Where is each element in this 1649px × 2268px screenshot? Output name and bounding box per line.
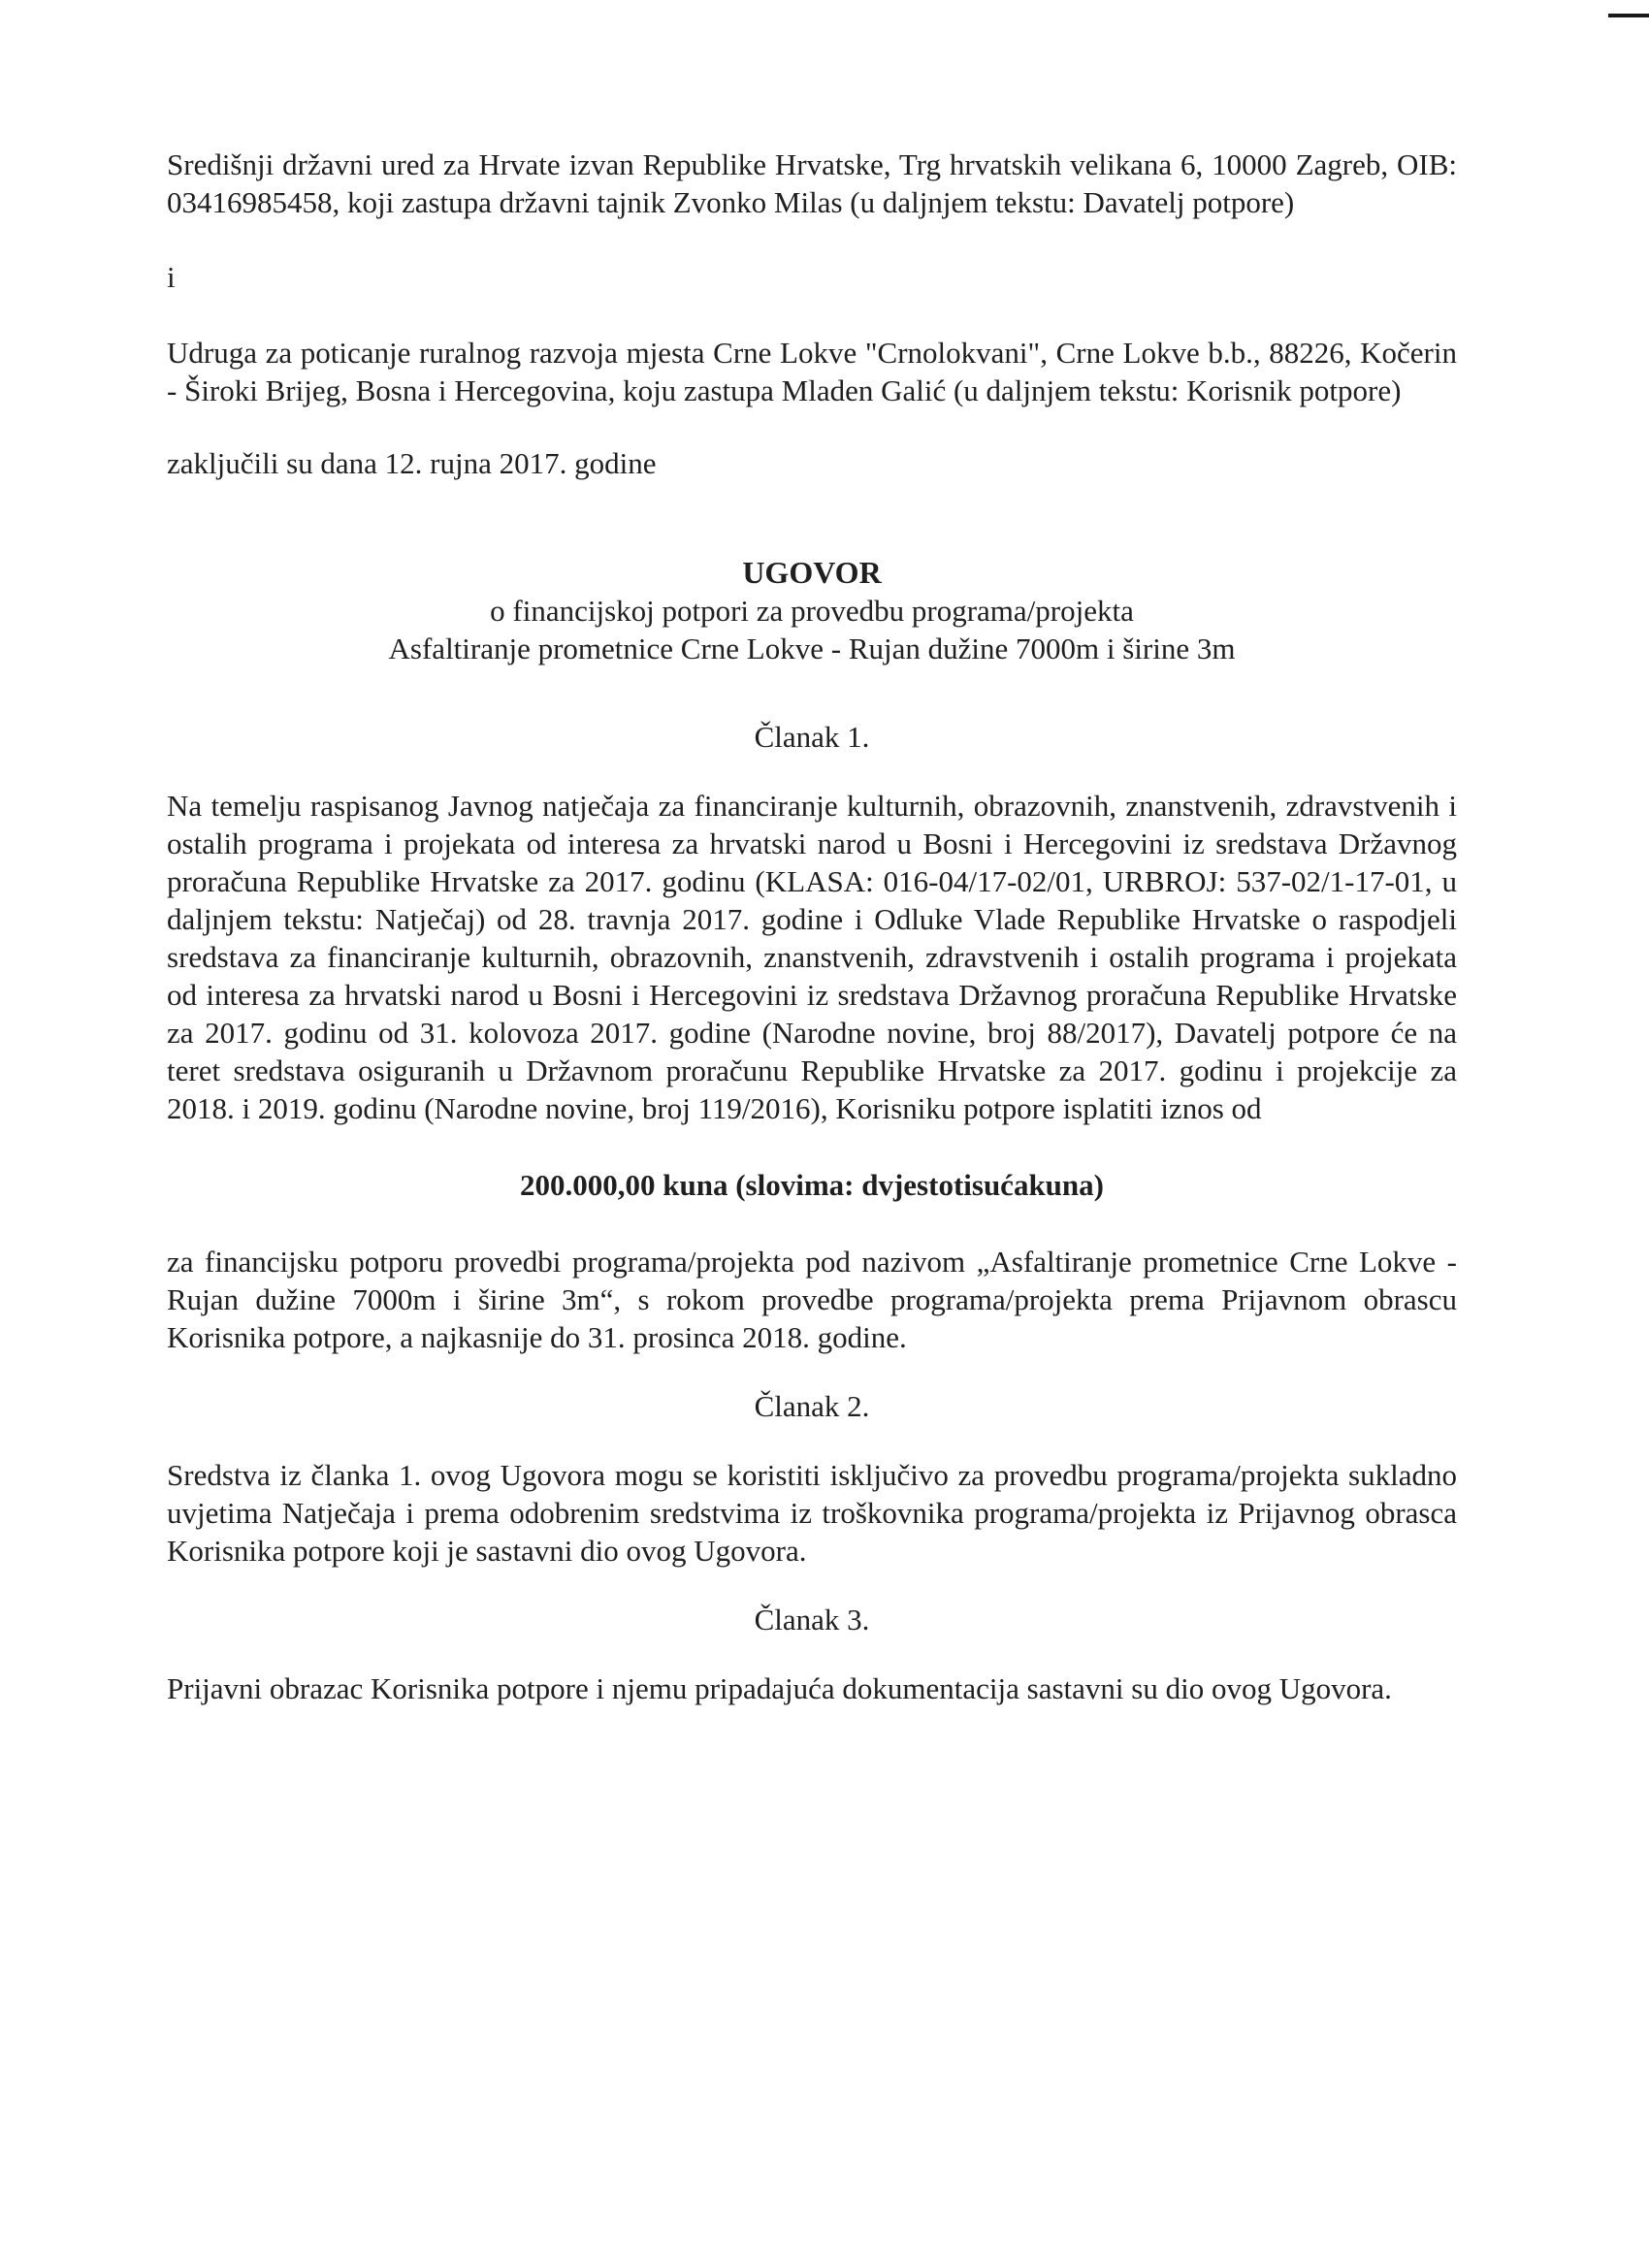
article-3-heading: Članak 3. (754, 1603, 870, 1636)
grant-amount: 200.000,00 kuna (slovima: dvjestotisućakuna) (520, 1168, 1104, 1202)
party-conjunction: i (167, 260, 176, 294)
article-1-body-continued: za financijsku potporu provedbi programa/projekta pod nazivom „Asfaltiranje prometnice Crne Lokve - Rujan dužine 7000m i širine 3m“, s rokom provedbe programa/projekta prema Prijavnom obrascu Korisnika potpore, a najkasnije do 31. prosinca 2018. godine. (167, 1245, 1457, 1354)
contract-title: UGOVOR (742, 555, 882, 590)
contract-subtitle: o financijskoj potpori za provedbu programa/projekta (490, 594, 1134, 628)
article-2-heading: Članak 2. (754, 1389, 870, 1423)
article-1-body: Na temelju raspisanog Javnog natječaja za financiranje kulturnih, obrazovnih, znanstvenih, zdravstvenih i ostalih programa i projekata od interesa za hrvatski narod u Bosni i Hercegovini iz sredstava Državnog proračuna Republike Hrvatske za 2017. godinu (KLASA: 016-04/17-02/01, URBROJ: 537-02/1-17-01, u daljnjem tekstu: Natječaj) od 28. travnja 2017. godine i Odluke Vlade Republike Hrvatske o raspodjeli sredstava za financiranje kulturnih, obrazovnih, znanstvenih, zdravstvenih i ostalih programa i projekata od interesa za hrvatski narod u Bosni i Hercegovini iz sredstava Državnog proračuna Republike Hrvatske za 2017. godinu od 31. kolovoza 2017. godine (Narodne novine, broj 88/2017), Davatelj potpore će na teret sredstava osiguranih u Državnom proračunu Republike Hrvatske za 2017. godinu i projekcije za 2018. i 2019. godinu (Narodne novine, broj 119/2016), Korisniku potpore isplatiti iznos od (167, 789, 1457, 1125)
document-body (167, 146, 1457, 1707)
article-3-body: Prijavni obrazac Korisnika potpore i njemu pripadajuća dokumentacija sastavni su dio ovog Ugovora. (167, 1671, 1392, 1705)
article-1-heading: Članak 1. (754, 720, 870, 754)
scan-edge-mark (1608, 14, 1649, 17)
concluded-date-line: zaključili su dana 12. rujna 2017. godine (167, 446, 657, 480)
article-2-body: Sredstva iz članka 1. ovog Ugovora mogu se koristiti isključivo za provedbu programa/projekta sukladno uvjetima Natječaja i prema odobrenim sredstvima iz troškovnika programa/projekta iz Prijavnog obrasca Korisnika potpore koji je sastavni dio ovog Ugovora. (167, 1458, 1457, 1568)
recipient-party-paragraph: Udruga za poticanje ruralnog razvoja mjesta Crne Lokve "Crnolokvani", Crne Lokve b.b., 88226, Kočerin - Široki Brijeg, Bosna i Hercegovina, koju zastupa Mladen Galić (u daljnjem tekstu: Korisnik potpore) (167, 336, 1457, 407)
project-name: Asfaltiranje prometnice Crne Lokve - Rujan dužine 7000m i širine 3m (388, 632, 1236, 665)
donor-party-paragraph: Središnji državni ured za Hrvate izvan Republike Hrvatske, Trg hrvatskih velikana 6, 10000 Zagreb, OIB: 03416985458, koji zastupa državni tajnik Zvonko Milas (u daljnjem tekstu: Davatelj potpore) (167, 147, 1457, 219)
